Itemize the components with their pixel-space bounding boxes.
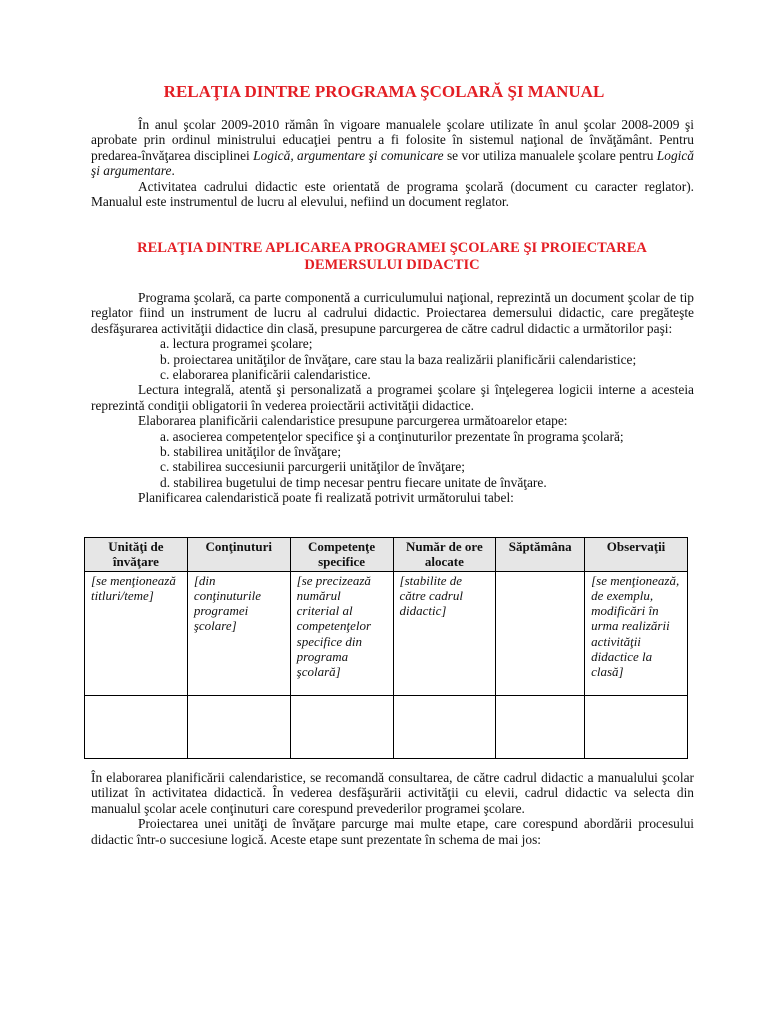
table-cell <box>496 571 585 695</box>
subtitle-line-2: DEMERSULUI DIDACTIC <box>304 257 480 273</box>
table-cell: [se menţionează, de exemplu, modificări în urma realizării activităţii didactice la clasă] <box>585 571 688 695</box>
table-cell <box>85 695 188 758</box>
header-cell: Număr de ore alocate <box>393 538 496 572</box>
intro-paragraph-1: În anul şcolar 2009-2010 rămân în vigoare manualele şcolare utilizate în anul şcolar 2008-2009 şi aprobate prin ordinul ministrului educaţiei pentru a fi folosite în sistemul naţional de învăţământ. Pentru predarea-învăţarea disciplinei Logică, argumentare şi comunicare se vor utiliza manualele şcolare pentru Logică şi argumentare. <box>91 117 694 179</box>
list-item: c. stabilirea succesiunii parcurgerii unităţilor de învăţare; <box>160 459 466 475</box>
section2-paragraph-4: Planificarea calendaristică poate fi realizată potrivit următorului tabel: <box>138 490 514 506</box>
table-row <box>85 571 688 695</box>
table-cell <box>290 695 393 758</box>
list-item: b. proiectarea unităţilor de învăţare, care stau la baza realizării planificării calendaristice; <box>160 351 637 367</box>
table-cell <box>187 695 290 758</box>
section-subtitle <box>90 240 694 274</box>
header-cell: Săptămâna <box>496 538 585 572</box>
table-header-row <box>85 538 688 572</box>
planning-table <box>84 537 688 759</box>
page-title: RELAŢIA DINTRE PROGRAMA ŞCOLARĂ ŞI MANUAL <box>163 82 605 101</box>
intro-section <box>91 117 694 209</box>
table-cell: [se menţionează titluri/teme] <box>85 571 188 695</box>
list-item: a. lectura programei şcolare; <box>160 336 313 352</box>
table-cell: [se precizează numărul criterial al competenţelor specifice din programa şcolară] <box>290 571 393 695</box>
section2-paragraph-1: Programa şcolară, ca parte componentă a curriculumului naţional, reprezintă un document şcolar de tip reglator fiind un instrument de lucru al cadrului didactic. Proiectarea demersului didactic, care pregăteşte desfăşurarea activităţii didactice din clasă, presupune parcurgerea de către cadrul didactic a următorilor paşi: <box>91 290 694 336</box>
list-item: b. stabilirea unităţilor de învăţare; <box>160 444 342 460</box>
header-cell: Observaţii <box>585 538 688 572</box>
subtitle-line-1: RELAŢIA DINTRE APLICAREA PROGRAMEI ŞCOLARE ŞI PROIECTAREA <box>137 240 647 256</box>
table-cell <box>496 695 585 758</box>
list-item: c. elaborarea planificării calendaristice. <box>160 367 371 383</box>
closing-paragraph-2: Proiectarea unei unităţi de învăţare parcurge mai multe etape, care corespund abordării procesului didactic într-o succesiune logică. Aceste etape sunt prezentate în schema de mai jos: <box>91 816 694 847</box>
table-cell <box>393 695 496 758</box>
section2-paragraph-3: Elaborarea planificării calendaristice presupune parcurgerea următoarelor etape: <box>138 413 568 429</box>
header-cell: Competenţe specifice <box>290 538 393 572</box>
table-cell: [stabilite de către cadrul didactic] <box>393 571 496 695</box>
table-row <box>85 695 688 758</box>
table-cell: [din conţinuturile programei şcolare] <box>187 571 290 695</box>
table-cell <box>585 695 688 758</box>
header-cell: Conţinuturi <box>187 538 290 572</box>
intro-paragraph-2: Activitatea cadrului didactic este orientată de programa şcolară (document cu caracter reglator). Manualul este instrumentul de lucru al elevului, nefiind un document reglator. <box>91 178 694 210</box>
section-2-body <box>91 290 694 506</box>
section2-paragraph-2: Lectura integrală, atentă şi personalizată a programei şcolare şi înţelegerea logicii interne a acesteia reprezintă condiţii obligatorii în vederea proiectării activităţii didactice. <box>91 382 694 413</box>
closing-paragraph-1: În elaborarea planificării calendaristice, se recomandă consultarea, de către cadrul didactic a manualului şcolar utilizat în activitatea didactică. În vederea desfăşurării activităţii cu elevii, cadrul didactic va selecta din manualul şcolar acele conţinuturi care corespund prevederilor programei şcolare. <box>91 770 694 816</box>
header-cell: Unităţi de învăţare <box>85 538 188 572</box>
list-item: d. stabilirea bugetului de timp necesar pentru fiecare unitate de învăţare. <box>160 474 547 490</box>
closing-section <box>91 770 694 847</box>
list-item: a. asocierea competenţelor specifice şi a conţinuturilor prezentate în programa şcolară; <box>160 428 624 444</box>
